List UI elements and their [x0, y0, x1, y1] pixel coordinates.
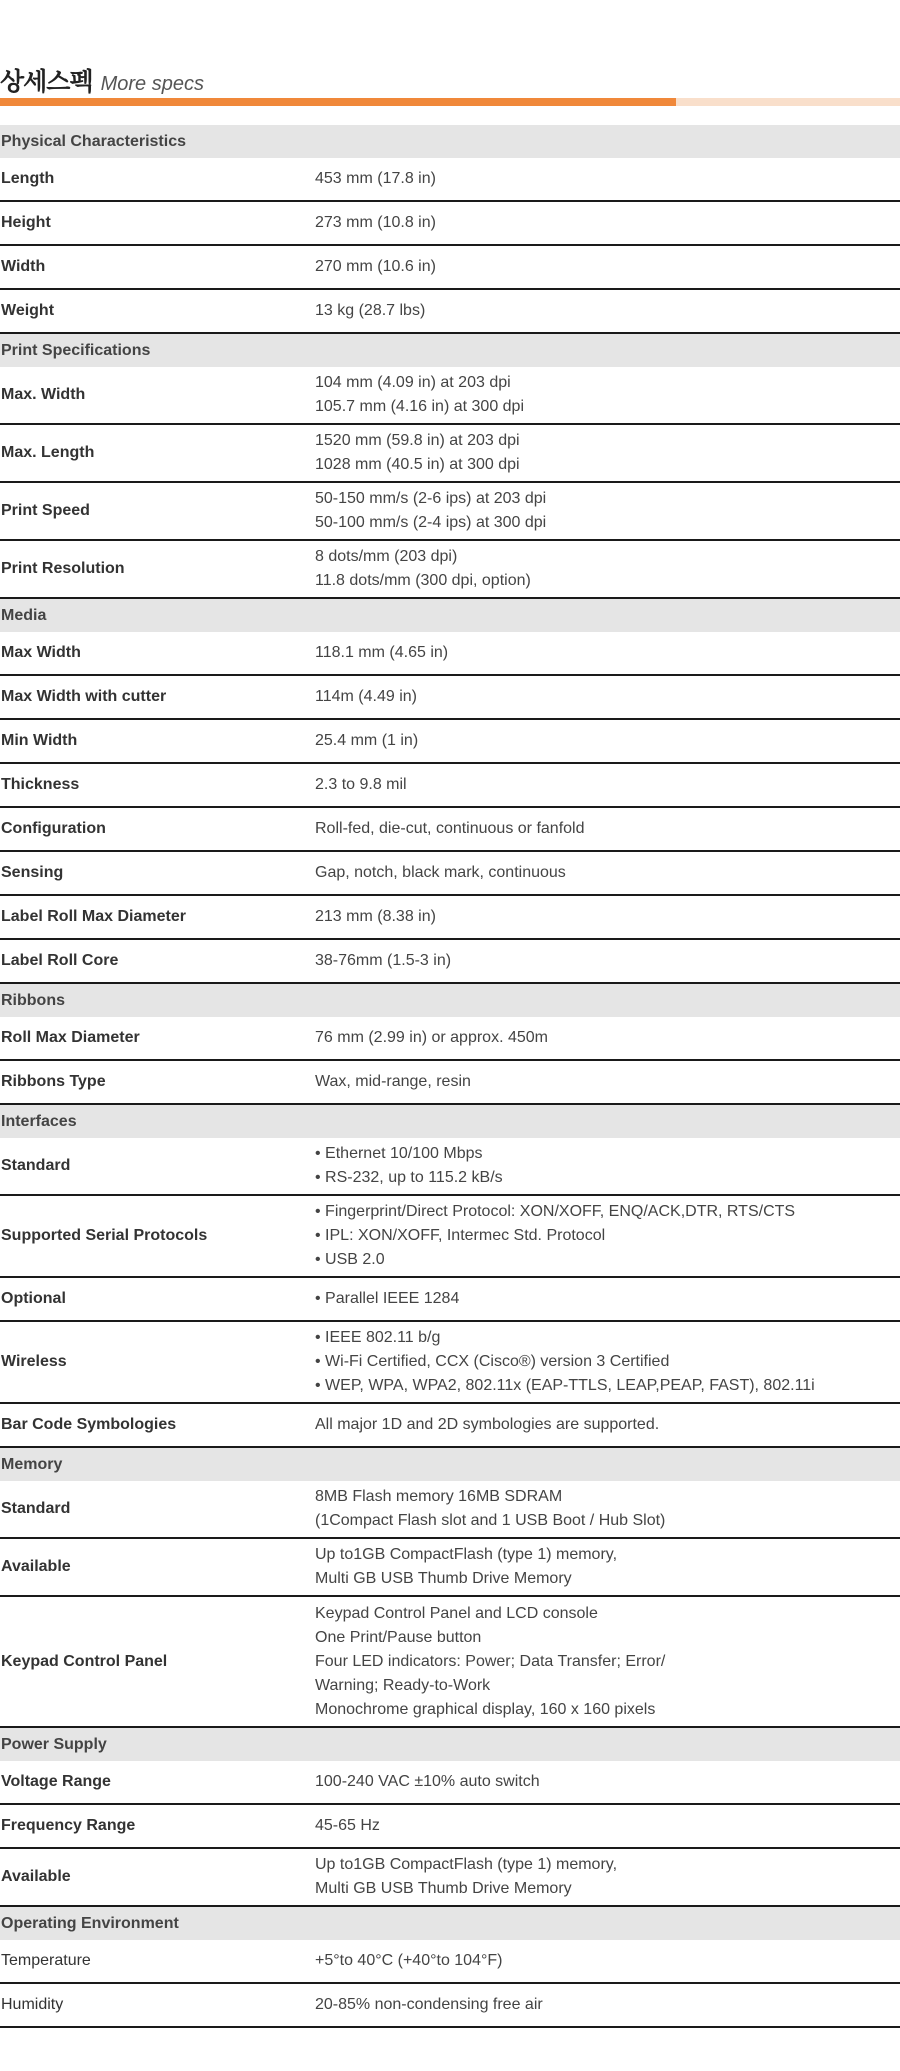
spec-label: Humidity — [1, 1996, 64, 2013]
spec-value-line: • WEP, WPA, WPA2, 802.11x (EAP-TTLS, LEAP,PEAP, FAST), 802.11i — [315, 1377, 815, 1394]
spec-label: Sensing — [1, 864, 64, 881]
spec-row — [0, 425, 900, 483]
spec-row — [0, 896, 900, 940]
spec-value-line: Warning; Ready-to-Work — [315, 1676, 491, 1694]
spec-label: Max Width — [1, 644, 81, 661]
spec-value-line: 38-76mm (1.5-3 in) — [315, 952, 452, 969]
spec-row — [0, 1984, 900, 2028]
spec-value — [315, 1543, 900, 1591]
spec-value — [315, 545, 900, 593]
section-header: Operating Environment — [0, 1907, 900, 1940]
spec-label: Width — [1, 258, 46, 275]
spec-row — [0, 632, 900, 676]
spec-label: Voltage Range — [1, 1773, 111, 1790]
heading-english: More specs — [100, 73, 204, 95]
spec-value — [315, 487, 900, 535]
spec-label: Label Roll Max Diameter — [1, 908, 186, 925]
spec-value — [315, 949, 900, 973]
spec-value-line: 100-240 VAC ±10% auto switch — [315, 1773, 540, 1790]
spec-value — [315, 429, 900, 477]
spec-row — [0, 1849, 900, 1907]
spec-value-line: • Ethernet 10/100 Mbps — [315, 1145, 483, 1162]
spec-value-line: 105.7 mm (4.16 in) at 300 dpi — [315, 398, 525, 415]
section-header: Interfaces — [0, 1105, 900, 1138]
heading-accent-bar — [0, 98, 676, 106]
spec-value-line: 2.3 to 9.8 mil — [315, 776, 407, 793]
section-header: Power Supply — [0, 1728, 900, 1761]
spec-row — [0, 367, 900, 425]
spec-value — [315, 685, 900, 709]
spec-value-line: Gap, notch, black mark, continuous — [315, 864, 566, 881]
spec-label: Standard — [1, 1157, 71, 1174]
spec-row — [0, 1017, 900, 1061]
spec-label: Wireless — [1, 1353, 67, 1370]
spec-row — [0, 1597, 900, 1728]
spec-label: Label Roll Core — [1, 952, 119, 969]
spec-value-line: 453 mm (17.8 in) — [315, 170, 436, 187]
spec-value-line: 13 kg (28.7 lbs) — [315, 302, 426, 319]
spec-row — [0, 158, 900, 202]
spec-value-line: Roll-fed, die-cut, continuous or fanfold — [315, 820, 585, 837]
spec-value — [315, 1770, 900, 1794]
spec-row — [0, 808, 900, 852]
spec-label: Ribbons Type — [1, 1073, 106, 1090]
spec-value — [315, 167, 900, 191]
spec-row — [0, 483, 900, 541]
spec-value — [315, 211, 900, 235]
spec-value-line: 50-100 mm/s (2-4 ips) at 300 dpi — [315, 514, 547, 531]
spec-value-line: 1028 mm (40.5 in) at 300 dpi — [315, 456, 520, 473]
spec-row — [0, 1061, 900, 1105]
spec-label: Max. Width — [1, 386, 86, 403]
spec-row — [0, 1404, 900, 1448]
spec-value — [315, 1602, 900, 1722]
spec-value-line: 76 mm (2.99 in) or approx. 450m — [315, 1029, 548, 1046]
spec-value-line: 50-150 mm/s (2-6 ips) at 203 dpi — [315, 490, 547, 507]
spec-row — [0, 202, 900, 246]
spec-label: Min Width — [1, 732, 78, 749]
spec-value — [315, 1142, 900, 1190]
spec-value — [315, 1026, 900, 1050]
spec-value-line: 45-65 Hz — [315, 1817, 380, 1834]
spec-value — [315, 729, 900, 753]
spec-value — [315, 1485, 900, 1533]
spec-label: Optional — [1, 1290, 66, 1307]
spec-value-line: Keypad Control Panel and LCD console — [315, 1604, 598, 1622]
spec-label: Keypad Control Panel — [1, 1652, 168, 1670]
spec-label: Max Width with cutter — [1, 688, 167, 705]
spec-value-line: All major 1D and 2D symbologies are supported. — [315, 1416, 660, 1433]
spec-value-line: • Wi-Fi Certified, CCX (Cisco®) version 3 Certified — [315, 1353, 670, 1370]
spec-row — [0, 676, 900, 720]
spec-label: Thickness — [1, 776, 80, 793]
spec-value-line: 213 mm (8.38 in) — [315, 908, 436, 925]
spec-value-line: 25.4 mm (1 in) — [315, 732, 419, 749]
spec-value-line: Up to1GB CompactFlash (type 1) memory, — [315, 1856, 618, 1873]
spec-value — [315, 861, 900, 885]
spec-label: Standard — [1, 1500, 71, 1517]
spec-row — [0, 290, 900, 334]
spec-row — [0, 1322, 900, 1404]
spec-label: Print Resolution — [1, 560, 125, 577]
spec-value-line: +5°to 40°C (+40°to 104°F) — [315, 1952, 503, 1969]
spec-value-line: 11.8 dots/mm (300 dpi, option) — [315, 572, 531, 589]
spec-row — [0, 852, 900, 896]
spec-row — [0, 1278, 900, 1322]
spec-value — [315, 905, 900, 929]
spec-row — [0, 1805, 900, 1849]
spec-label: Temperature — [1, 1952, 91, 1969]
spec-value-line: • Parallel IEEE 1284 — [315, 1290, 460, 1307]
heading-korean: 상세스펙 — [0, 67, 93, 96]
spec-value — [315, 1413, 900, 1437]
spec-value-line: 8MB Flash memory 16MB SDRAM — [315, 1488, 563, 1505]
spec-label: Print Speed — [1, 502, 90, 519]
spec-label: Weight — [1, 302, 55, 319]
spec-value-line: Multi GB USB Thumb Drive Memory — [315, 1880, 572, 1897]
spec-value — [315, 1993, 900, 2017]
spec-value-line: 104 mm (4.09 in) at 203 dpi — [315, 374, 511, 391]
spec-value — [315, 1949, 900, 1973]
spec-value — [315, 371, 900, 419]
spec-value-line: • IEEE 802.11 b/g — [315, 1329, 441, 1346]
spec-row — [0, 1481, 900, 1539]
spec-row — [0, 1196, 900, 1278]
spec-value — [315, 1200, 900, 1272]
spec-value-line: 114m (4.49 in) — [315, 688, 417, 705]
spec-label: Available — [1, 1868, 71, 1885]
spec-label: Length — [1, 170, 55, 187]
spec-row — [0, 764, 900, 808]
spec-value-line: • USB 2.0 — [315, 1251, 385, 1268]
spec-row — [0, 1761, 900, 1805]
spec-row — [0, 1539, 900, 1597]
spec-value-line: 1520 mm (59.8 in) at 203 dpi — [315, 432, 520, 449]
spec-value-line: 118.1 mm (4.65 in) — [315, 644, 449, 661]
spec-label: Max. Length — [1, 444, 95, 461]
spec-value — [315, 1814, 900, 1838]
spec-label: Roll Max Diameter — [1, 1029, 140, 1046]
spec-value — [315, 1326, 900, 1398]
spec-value-line: 8 dots/mm (203 dpi) — [315, 548, 458, 565]
section-header: Physical Characteristics — [0, 125, 900, 158]
spec-label: Configuration — [1, 820, 106, 837]
page-heading — [0, 62, 204, 96]
spec-value — [315, 1287, 900, 1311]
spec-value — [315, 1853, 900, 1901]
spec-value — [315, 641, 900, 665]
spec-label: Frequency Range — [1, 1817, 136, 1834]
spec-value-line: One Print/Pause button — [315, 1628, 482, 1646]
spec-value-line: • Fingerprint/Direct Protocol: XON/XOFF, ENQ/ACK,DTR, RTS/CTS — [315, 1203, 796, 1220]
section-header: Ribbons — [0, 984, 900, 1017]
spec-value-line: 20-85% non-condensing free air — [315, 1996, 543, 2013]
spec-row — [0, 246, 900, 290]
spec-label: Height — [1, 214, 51, 231]
spec-row — [0, 1940, 900, 1984]
spec-value-line: Multi GB USB Thumb Drive Memory — [315, 1570, 572, 1587]
spec-label: Bar Code Symbologies — [1, 1416, 177, 1433]
spec-label: Available — [1, 1558, 71, 1575]
spec-value — [315, 255, 900, 279]
section-header: Media — [0, 599, 900, 632]
spec-value-line: Wax, mid-range, resin — [315, 1073, 471, 1090]
spec-row — [0, 940, 900, 984]
spec-value-line: 273 mm (10.8 in) — [315, 214, 436, 231]
spec-table — [0, 125, 900, 2028]
spec-row — [0, 541, 900, 599]
spec-value-line: • RS-232, up to 115.2 kB/s — [315, 1169, 503, 1186]
spec-value — [315, 773, 900, 797]
section-header: Memory — [0, 1448, 900, 1481]
spec-value-line: 270 mm (10.6 in) — [315, 258, 436, 275]
spec-value-line: Monochrome graphical display, 160 x 160 pixels — [315, 1700, 656, 1718]
heading-accent-bar-light — [676, 98, 900, 106]
spec-value-line: Up to1GB CompactFlash (type 1) memory, — [315, 1546, 618, 1563]
spec-value — [315, 817, 900, 841]
section-header: Print Specifications — [0, 334, 900, 367]
spec-value — [315, 299, 900, 323]
spec-row — [0, 720, 900, 764]
spec-row — [0, 1138, 900, 1196]
spec-value-line: Four LED indicators: Power; Data Transfer; Error/ — [315, 1652, 666, 1670]
spec-label: Supported Serial Protocols — [1, 1227, 208, 1244]
spec-value-line: (1Compact Flash slot and 1 USB Boot / Hub Slot) — [315, 1512, 666, 1529]
spec-value — [315, 1070, 900, 1094]
spec-value-line: • IPL: XON/XOFF, Intermec Std. Protocol — [315, 1227, 606, 1244]
